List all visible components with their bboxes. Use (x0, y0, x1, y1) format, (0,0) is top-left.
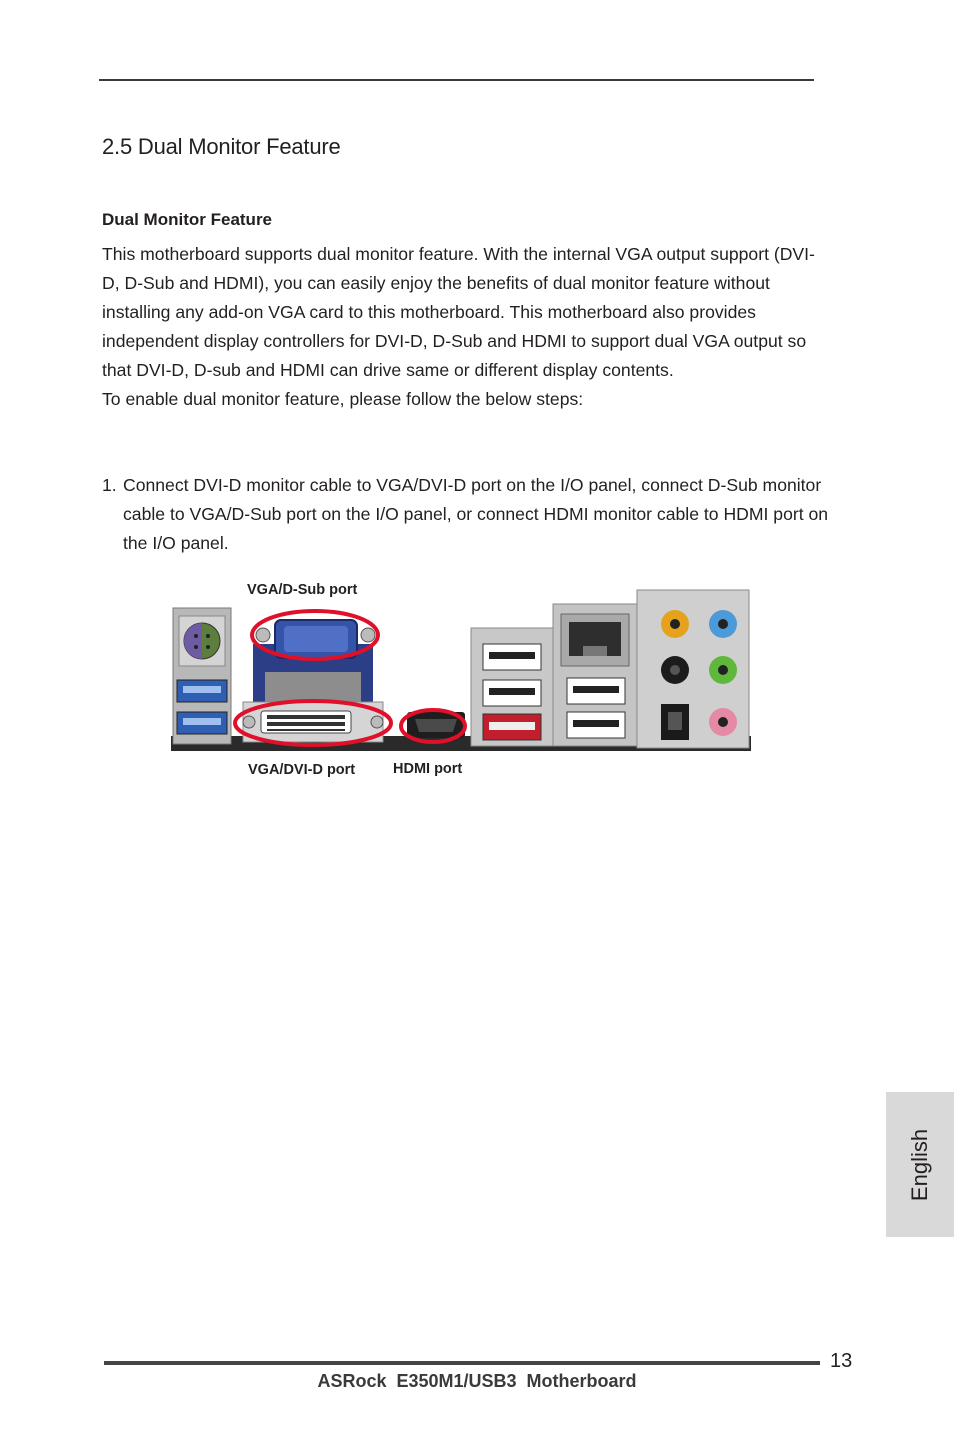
subheading: Dual Monitor Feature (102, 210, 273, 229)
paragraph-text: To enable dual monitor feature, please follow the below steps: (102, 389, 584, 409)
dsub-port-label: VGA/D-Sub port (247, 582, 358, 598)
step-text: Connect DVI-D monitor cable to VGA/DVI-D port on the I/O panel, connect D-Sub monitor cable to VGA/D-Sub port on the I/O panel, or connect HDMI monitor cable to HDMI port on the I/O panel. (123, 475, 829, 553)
paragraph-text: This motherboard supports dual monitor feature. With the internal VGA output support (DVI-D, D-Sub and HDMI), you can easily enjoy the benefits of dual monitor feature without installing any add-on VGA card to this motherboard. This motherboard also provides independent display controllers for DVI-D, D-Sub and HDMI to support dual VGA output so that DVI-D, D-sub and HDMI can drive same or different display contents. (102, 244, 815, 380)
bottom-rule (104, 1361, 820, 1365)
language-tab-label: English (907, 1128, 932, 1201)
audio-jacks (637, 590, 749, 748)
usb-esata-stack (471, 628, 553, 746)
section-title: 2.5 Dual Monitor Feature (102, 134, 341, 159)
hdmi-port-label: HDMI port (393, 761, 463, 777)
top-rule (99, 79, 814, 81)
ps2-usb-stack (173, 608, 231, 744)
body-paragraph (102, 240, 832, 414)
footer-label: ASRock E350M1/USB3 Motherboard (317, 1371, 637, 1391)
step-number: 1. (102, 475, 117, 495)
dvi-port-label: VGA/DVI-D port (248, 762, 356, 778)
page-number: 13 (830, 1350, 853, 1372)
io-panel-image (171, 586, 751, 754)
hdmi-connector (401, 710, 465, 742)
language-tab (886, 1092, 954, 1237)
step-item (102, 471, 832, 558)
footer-text (0, 1371, 954, 1392)
lan-usb-stack (553, 604, 637, 746)
dvi-d-connector (235, 701, 391, 745)
